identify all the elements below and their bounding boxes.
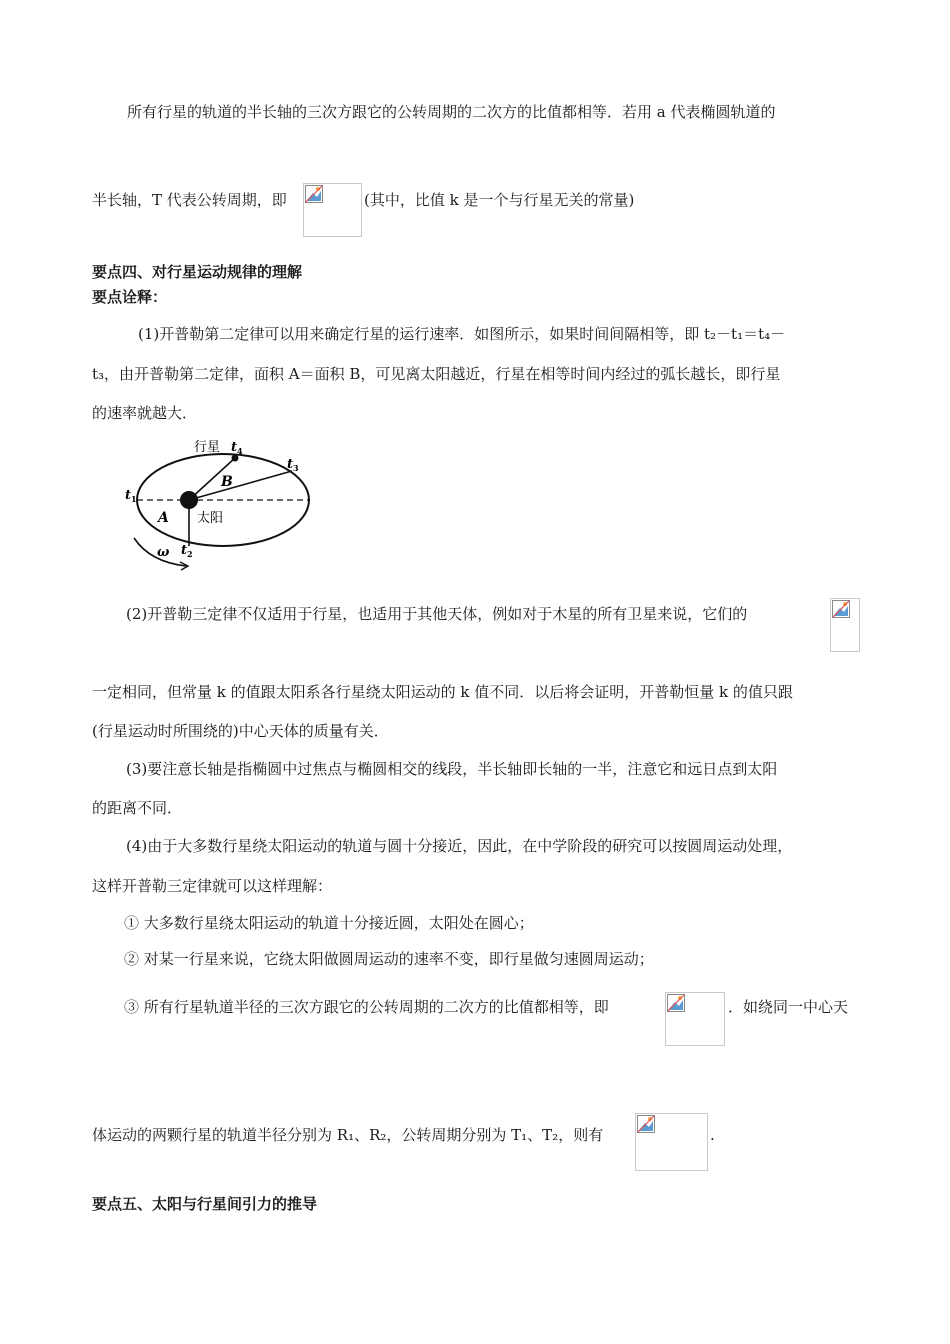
paragraph-line: 体运动的两颗行星的轨道半径分别为 R₁、R₂，公转周期分别为 T₁、T₂，则有	[92, 1126, 604, 1144]
paragraph-line: .	[710, 1126, 715, 1144]
label-t1: t	[125, 488, 132, 503]
paragraph-line: t₃，由开普勒第二定律，面积 A＝面积 B，可见离太阳越近，行星在相等时间内经过的弧长越长，即行星	[92, 365, 781, 383]
label-t1-sub: 1	[131, 494, 137, 504]
formula-image-placeholder	[665, 992, 725, 1046]
paragraph-line: 的距离不同．	[92, 799, 183, 817]
formula-image-placeholder	[830, 598, 860, 652]
label-t4: t	[231, 440, 238, 455]
subheading: 要点诠释：	[92, 288, 168, 306]
list-item: ① 大多数行星绕太阳运动的轨道十分接近圆，太阳处在圆心；	[124, 914, 534, 932]
label-t2: t	[181, 543, 188, 558]
broken-image-icon	[832, 600, 850, 618]
paragraph-line: (3)要注意长轴是指椭圆中过焦点与椭圆相交的线段，半长轴即长轴的一半，注意它和远日点到太阳	[126, 760, 778, 778]
paragraph-line: 所有行星的轨道的半长轴的三次方跟它的公转周期的二次方的比值都相等．若用 a 代表椭圆轨道的	[127, 103, 776, 121]
paragraph-line: (行星运动时所围绕的)中心天体的质量有关．	[92, 722, 389, 740]
paragraph-line: 一定相同，但常量 k 的值跟太阳系各行星绕太阳运动的 k 值不同．以后将会证明，开普勒恒量 k 的值只跟	[92, 683, 793, 701]
paragraph-line: (4)由于大多数行星绕太阳运动的轨道与圆十分接近，因此，在中学阶段的研究可以按圆周运动处理，	[126, 837, 793, 855]
label-t3: t	[287, 457, 294, 472]
broken-image-icon	[667, 994, 685, 1012]
paragraph-line: (2)开普勒三定律不仅适用于行星，也适用于其他天体，例如对于木星的所有卫星来说，它们的	[126, 605, 748, 623]
formula-image-placeholder	[635, 1113, 708, 1171]
sun-label: 太阳	[197, 511, 224, 526]
omega-label: ω	[157, 545, 170, 560]
label-t4-sub: 4	[237, 446, 243, 456]
area-a-label: A	[158, 510, 169, 526]
paragraph-line: 半长轴，T 代表公转周期，即	[92, 191, 287, 209]
sun-dot	[180, 491, 198, 509]
label-t3-sub: 3	[293, 463, 299, 473]
section-heading: 要点五、太阳与行星间引力的推导	[92, 1195, 318, 1213]
list-item: ．如绕同一中心天	[728, 998, 849, 1016]
paragraph-line: 这样开普勒三定律就可以这样理解：	[92, 877, 333, 895]
label-t2-sub: 2	[187, 549, 193, 559]
paragraph-line: (其中，比值 k 是一个与行星无关的常量)	[364, 191, 635, 209]
planet-label: 行星	[194, 440, 221, 455]
formula-image-placeholder	[303, 183, 362, 237]
list-item: ③ 所有行星轨道半径的三次方跟它的公转周期的二次方的比值都相等，即	[124, 998, 609, 1016]
orbit-diagram	[120, 434, 320, 574]
area-b-label: B	[221, 474, 233, 490]
paragraph-line: 的速率就越大．	[92, 404, 198, 422]
broken-image-icon	[637, 1115, 655, 1133]
paragraph-line: (1)开普勒第二定律可以用来确定行星的运行速率．如图所示，如果时间间隔相等，即 t₂－t₁＝t₄－	[138, 325, 786, 343]
section-heading: 要点四、对行星运动规律的理解	[92, 263, 303, 281]
broken-image-icon	[305, 185, 323, 203]
list-item: ② 对某一行星来说，它绕太阳做圆周运动的速率不变，即行星做匀速圆周运动；	[124, 950, 654, 968]
